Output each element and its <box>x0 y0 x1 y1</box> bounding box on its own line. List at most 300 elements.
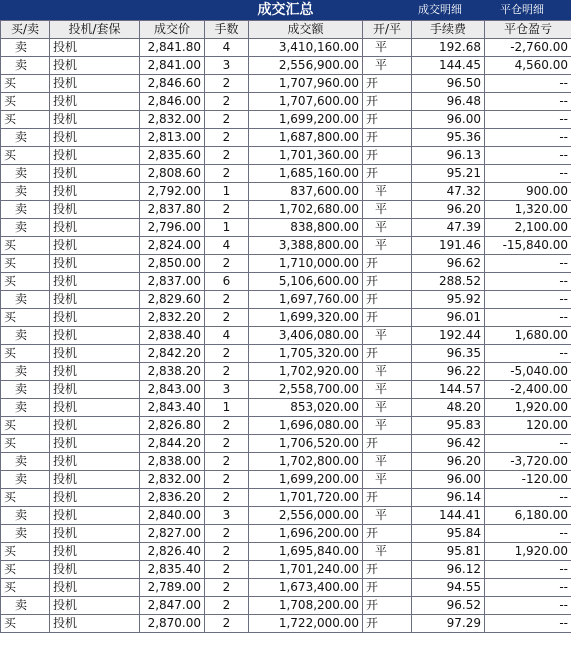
open-close-cell: 开 <box>363 309 412 327</box>
fee-cell: 96.00 <box>412 111 485 129</box>
side-cell: 买 <box>1 579 50 597</box>
table-header-row <box>1 21 571 39</box>
quantity-cell: 1 <box>205 219 249 237</box>
price-cell: 2,837.80 <box>140 201 205 219</box>
hedge-type-cell: 投机 <box>50 39 140 57</box>
hedge-type-cell: 投机 <box>50 255 140 273</box>
column-header-open-close[interactable]: 开/平 <box>363 21 412 39</box>
fee-cell: 95.21 <box>412 165 485 183</box>
side-cell: 买 <box>1 93 50 111</box>
side-cell: 卖 <box>1 399 50 417</box>
open-close-cell: 开 <box>363 615 412 633</box>
hedge-type-cell: 投机 <box>50 453 140 471</box>
table-row[interactable] <box>1 381 571 399</box>
table-row[interactable] <box>1 183 571 201</box>
quantity-cell: 2 <box>205 435 249 453</box>
close-pnl-cell: -- <box>485 111 571 129</box>
table-row[interactable] <box>1 147 571 165</box>
table-row[interactable] <box>1 291 571 309</box>
quantity-cell: 2 <box>205 615 249 633</box>
column-header-fee[interactable]: 手续费 <box>412 21 485 39</box>
price-cell: 2,838.20 <box>140 363 205 381</box>
price-cell: 2,850.00 <box>140 255 205 273</box>
price-cell: 2,824.00 <box>140 237 205 255</box>
tab-trade-detail[interactable]: 成交明细 <box>418 3 462 16</box>
open-close-cell: 开 <box>363 345 412 363</box>
quantity-cell: 2 <box>205 93 249 111</box>
hedge-type-cell: 投机 <box>50 165 140 183</box>
open-close-cell: 开 <box>363 579 412 597</box>
side-cell: 买 <box>1 273 50 291</box>
close-pnl-cell: 6,180.00 <box>485 507 571 525</box>
quantity-cell: 3 <box>205 381 249 399</box>
table-row[interactable] <box>1 129 571 147</box>
quantity-cell: 2 <box>205 309 249 327</box>
fee-cell: 95.92 <box>412 291 485 309</box>
fee-cell: 47.32 <box>412 183 485 201</box>
price-cell: 2,841.00 <box>140 57 205 75</box>
fee-cell: 94.55 <box>412 579 485 597</box>
side-cell: 买 <box>1 147 50 165</box>
hedge-type-cell: 投机 <box>50 327 140 345</box>
close-pnl-cell: 4,560.00 <box>485 57 571 75</box>
amount-cell: 1,695,840.00 <box>249 543 363 561</box>
hedge-type-cell: 投机 <box>50 363 140 381</box>
close-pnl-cell: -15,840.00 <box>485 237 571 255</box>
close-pnl-cell: -- <box>485 597 571 615</box>
quantity-cell: 2 <box>205 129 249 147</box>
quantity-cell: 3 <box>205 507 249 525</box>
hedge-type-cell: 投机 <box>50 507 140 525</box>
side-cell: 买 <box>1 255 50 273</box>
table-row[interactable] <box>1 525 571 543</box>
close-pnl-cell: 900.00 <box>485 183 571 201</box>
table-row[interactable] <box>1 543 571 561</box>
table-row[interactable] <box>1 309 571 327</box>
amount-cell: 1,685,160.00 <box>249 165 363 183</box>
quantity-cell: 2 <box>205 111 249 129</box>
fee-cell: 96.52 <box>412 597 485 615</box>
open-close-cell: 开 <box>363 291 412 309</box>
close-pnl-cell: -- <box>485 165 571 183</box>
fee-cell: 96.13 <box>412 147 485 165</box>
amount-cell: 2,558,700.00 <box>249 381 363 399</box>
tab-close-position-detail[interactable]: 平仓明细 <box>500 3 544 16</box>
table-row[interactable] <box>1 489 571 507</box>
open-close-cell: 平 <box>363 507 412 525</box>
open-close-cell: 平 <box>363 183 412 201</box>
side-cell: 卖 <box>1 291 50 309</box>
column-header-quantity[interactable]: 手数 <box>205 21 249 39</box>
fee-cell: 96.50 <box>412 75 485 93</box>
side-cell: 卖 <box>1 453 50 471</box>
hedge-type-cell: 投机 <box>50 435 140 453</box>
price-cell: 2,835.60 <box>140 147 205 165</box>
price-cell: 2,870.00 <box>140 615 205 633</box>
close-pnl-cell: -- <box>485 435 571 453</box>
close-pnl-cell: -- <box>485 273 571 291</box>
table-row[interactable] <box>1 453 571 471</box>
side-cell: 买 <box>1 615 50 633</box>
price-cell: 2,827.00 <box>140 525 205 543</box>
fee-cell: 97.29 <box>412 615 485 633</box>
open-close-cell: 开 <box>363 525 412 543</box>
fee-cell: 96.01 <box>412 309 485 327</box>
hedge-type-cell: 投机 <box>50 273 140 291</box>
open-close-cell: 开 <box>363 435 412 453</box>
close-pnl-cell: -- <box>485 615 571 633</box>
open-close-cell: 开 <box>363 111 412 129</box>
close-pnl-cell: -3,720.00 <box>485 453 571 471</box>
amount-cell: 1,706,520.00 <box>249 435 363 453</box>
price-cell: 2,835.40 <box>140 561 205 579</box>
column-header-side[interactable]: 买/卖 <box>1 21 50 39</box>
side-cell: 买 <box>1 75 50 93</box>
side-cell: 买 <box>1 345 50 363</box>
price-cell: 2,847.00 <box>140 597 205 615</box>
hedge-type-cell: 投机 <box>50 597 140 615</box>
quantity-cell: 2 <box>205 543 249 561</box>
quantity-cell: 2 <box>205 489 249 507</box>
table-row[interactable] <box>1 255 571 273</box>
open-close-cell: 平 <box>363 417 412 435</box>
amount-cell: 1,702,920.00 <box>249 363 363 381</box>
hedge-type-cell: 投机 <box>50 471 140 489</box>
amount-cell: 1,708,200.00 <box>249 597 363 615</box>
open-close-cell: 开 <box>363 273 412 291</box>
fee-cell: 95.36 <box>412 129 485 147</box>
table-row[interactable] <box>1 111 571 129</box>
amount-cell: 1,702,680.00 <box>249 201 363 219</box>
fee-cell: 95.81 <box>412 543 485 561</box>
hedge-type-cell: 投机 <box>50 201 140 219</box>
side-cell: 买 <box>1 489 50 507</box>
price-cell: 2,844.20 <box>140 435 205 453</box>
side-cell: 卖 <box>1 219 50 237</box>
open-close-cell: 开 <box>363 489 412 507</box>
side-cell: 卖 <box>1 471 50 489</box>
side-cell: 卖 <box>1 507 50 525</box>
close-pnl-cell: -- <box>485 525 571 543</box>
side-cell: 卖 <box>1 57 50 75</box>
side-cell: 卖 <box>1 129 50 147</box>
fee-cell: 96.35 <box>412 345 485 363</box>
close-pnl-cell: 120.00 <box>485 417 571 435</box>
quantity-cell: 2 <box>205 561 249 579</box>
amount-cell: 1,696,080.00 <box>249 417 363 435</box>
quantity-cell: 2 <box>205 579 249 597</box>
close-pnl-cell: -- <box>485 579 571 597</box>
hedge-type-cell: 投机 <box>50 543 140 561</box>
table-row[interactable] <box>1 615 571 633</box>
hedge-type-cell: 投机 <box>50 399 140 417</box>
fee-cell: 96.00 <box>412 471 485 489</box>
amount-cell: 1,696,200.00 <box>249 525 363 543</box>
close-pnl-cell: 1,320.00 <box>485 201 571 219</box>
amount-cell: 1,707,960.00 <box>249 75 363 93</box>
quantity-cell: 2 <box>205 147 249 165</box>
hedge-type-cell: 投机 <box>50 111 140 129</box>
quantity-cell: 4 <box>205 237 249 255</box>
amount-cell: 1,707,600.00 <box>249 93 363 111</box>
quantity-cell: 2 <box>205 471 249 489</box>
table-row[interactable] <box>1 417 571 435</box>
side-cell: 买 <box>1 543 50 561</box>
open-close-cell: 平 <box>363 237 412 255</box>
title-bar <box>0 0 571 20</box>
table-row[interactable] <box>1 561 571 579</box>
price-cell: 2,813.00 <box>140 129 205 147</box>
table-row[interactable] <box>1 363 571 381</box>
quantity-cell: 2 <box>205 417 249 435</box>
amount-cell: 1,673,400.00 <box>249 579 363 597</box>
side-cell: 卖 <box>1 39 50 57</box>
close-pnl-cell: -- <box>485 93 571 111</box>
price-cell: 2,832.20 <box>140 309 205 327</box>
amount-cell: 1,705,320.00 <box>249 345 363 363</box>
table-row[interactable] <box>1 237 571 255</box>
hedge-type-cell: 投机 <box>50 615 140 633</box>
table-row[interactable] <box>1 507 571 525</box>
close-pnl-cell: -- <box>485 129 571 147</box>
fee-cell: 96.62 <box>412 255 485 273</box>
quantity-cell: 1 <box>205 399 249 417</box>
open-close-cell: 开 <box>363 129 412 147</box>
hedge-type-cell: 投机 <box>50 237 140 255</box>
table-row[interactable] <box>1 57 571 75</box>
quantity-cell: 2 <box>205 165 249 183</box>
hedge-type-cell: 投机 <box>50 129 140 147</box>
fee-cell: 95.83 <box>412 417 485 435</box>
quantity-cell: 2 <box>205 453 249 471</box>
hedge-type-cell: 投机 <box>50 147 140 165</box>
quantity-cell: 6 <box>205 273 249 291</box>
quantity-cell: 2 <box>205 597 249 615</box>
amount-cell: 1,710,000.00 <box>249 255 363 273</box>
table-row[interactable] <box>1 435 571 453</box>
open-close-cell: 平 <box>363 201 412 219</box>
close-pnl-cell: -5,040.00 <box>485 363 571 381</box>
amount-cell: 1,699,200.00 <box>249 471 363 489</box>
quantity-cell: 2 <box>205 363 249 381</box>
hedge-type-cell: 投机 <box>50 183 140 201</box>
price-cell: 2,842.20 <box>140 345 205 363</box>
open-close-cell: 开 <box>363 75 412 93</box>
fee-cell: 96.48 <box>412 93 485 111</box>
open-close-cell: 平 <box>363 57 412 75</box>
table-row[interactable] <box>1 597 571 615</box>
price-cell: 2,846.60 <box>140 75 205 93</box>
quantity-cell: 1 <box>205 183 249 201</box>
price-cell: 2,792.00 <box>140 183 205 201</box>
amount-cell: 3,388,800.00 <box>249 237 363 255</box>
price-cell: 2,838.00 <box>140 453 205 471</box>
close-pnl-cell: -- <box>485 345 571 363</box>
table-row[interactable] <box>1 165 571 183</box>
side-cell: 买 <box>1 435 50 453</box>
amount-cell: 1,701,360.00 <box>249 147 363 165</box>
hedge-type-cell: 投机 <box>50 309 140 327</box>
close-pnl-cell: -- <box>485 75 571 93</box>
table-row[interactable] <box>1 219 571 237</box>
quantity-cell: 3 <box>205 57 249 75</box>
side-cell: 卖 <box>1 327 50 345</box>
fee-cell: 95.84 <box>412 525 485 543</box>
hedge-type-cell: 投机 <box>50 525 140 543</box>
close-pnl-cell: -- <box>485 291 571 309</box>
amount-cell: 838,800.00 <box>249 219 363 237</box>
side-cell: 卖 <box>1 165 50 183</box>
table-row[interactable] <box>1 399 571 417</box>
fee-cell: 96.22 <box>412 363 485 381</box>
fee-cell: 96.12 <box>412 561 485 579</box>
quantity-cell: 2 <box>205 75 249 93</box>
price-cell: 2,789.00 <box>140 579 205 597</box>
fee-cell: 96.20 <box>412 453 485 471</box>
price-cell: 2,832.00 <box>140 471 205 489</box>
price-cell: 2,836.20 <box>140 489 205 507</box>
quantity-cell: 2 <box>205 525 249 543</box>
close-pnl-cell: 1,920.00 <box>485 399 571 417</box>
table-row[interactable] <box>1 75 571 93</box>
column-header-amount[interactable]: 成交额 <box>249 21 363 39</box>
panel-title: 成交汇总 <box>257 2 314 18</box>
side-cell: 买 <box>1 417 50 435</box>
side-cell: 买 <box>1 237 50 255</box>
hedge-type-cell: 投机 <box>50 345 140 363</box>
table-row[interactable] <box>1 273 571 291</box>
price-cell: 2,829.60 <box>140 291 205 309</box>
table-row[interactable] <box>1 93 571 111</box>
hedge-type-cell: 投机 <box>50 219 140 237</box>
hedge-type-cell: 投机 <box>50 75 140 93</box>
amount-cell: 3,410,160.00 <box>249 39 363 57</box>
side-cell: 卖 <box>1 525 50 543</box>
amount-cell: 853,020.00 <box>249 399 363 417</box>
fee-cell: 48.20 <box>412 399 485 417</box>
side-cell: 买 <box>1 561 50 579</box>
table-row[interactable] <box>1 201 571 219</box>
price-cell: 2,846.00 <box>140 93 205 111</box>
hedge-type-cell: 投机 <box>50 93 140 111</box>
quantity-cell: 2 <box>205 345 249 363</box>
open-close-cell: 开 <box>363 255 412 273</box>
price-cell: 2,843.40 <box>140 399 205 417</box>
amount-cell: 1,699,200.00 <box>249 111 363 129</box>
quantity-cell: 2 <box>205 291 249 309</box>
close-pnl-cell: -120.00 <box>485 471 571 489</box>
close-pnl-cell: 2,100.00 <box>485 219 571 237</box>
hedge-type-cell: 投机 <box>50 381 140 399</box>
price-cell: 2,843.00 <box>140 381 205 399</box>
close-pnl-cell: 1,920.00 <box>485 543 571 561</box>
open-close-cell: 平 <box>363 453 412 471</box>
close-pnl-cell: 1,680.00 <box>485 327 571 345</box>
table-row[interactable] <box>1 327 571 345</box>
fee-cell: 191.46 <box>412 237 485 255</box>
hedge-type-cell: 投机 <box>50 489 140 507</box>
quantity-cell: 2 <box>205 255 249 273</box>
open-close-cell: 开 <box>363 147 412 165</box>
close-pnl-cell: -- <box>485 309 571 327</box>
price-cell: 2,841.80 <box>140 39 205 57</box>
amount-cell: 1,701,240.00 <box>249 561 363 579</box>
price-cell: 2,840.00 <box>140 507 205 525</box>
open-close-cell: 平 <box>363 363 412 381</box>
close-pnl-cell: -2,760.00 <box>485 39 571 57</box>
column-header-close-pnl[interactable]: 平仓盈亏 <box>485 21 571 39</box>
table-row[interactable] <box>1 345 571 363</box>
amount-cell: 1,697,760.00 <box>249 291 363 309</box>
open-close-cell: 开 <box>363 93 412 111</box>
fee-cell: 144.45 <box>412 57 485 75</box>
price-cell: 2,837.00 <box>140 273 205 291</box>
open-close-cell: 平 <box>363 543 412 561</box>
amount-cell: 2,556,900.00 <box>249 57 363 75</box>
quantity-cell: 2 <box>205 201 249 219</box>
price-cell: 2,838.40 <box>140 327 205 345</box>
amount-cell: 1,699,320.00 <box>249 309 363 327</box>
quantity-cell: 4 <box>205 39 249 57</box>
fee-cell: 96.14 <box>412 489 485 507</box>
price-cell: 2,808.60 <box>140 165 205 183</box>
table-row[interactable] <box>1 471 571 489</box>
price-cell: 2,826.80 <box>140 417 205 435</box>
side-cell: 卖 <box>1 381 50 399</box>
close-pnl-cell: -- <box>485 255 571 273</box>
side-cell: 卖 <box>1 183 50 201</box>
close-pnl-cell: -- <box>485 489 571 507</box>
fee-cell: 96.20 <box>412 201 485 219</box>
close-pnl-cell: -- <box>485 561 571 579</box>
hedge-type-cell: 投机 <box>50 57 140 75</box>
table-body <box>1 39 571 633</box>
price-cell: 2,796.00 <box>140 219 205 237</box>
close-pnl-cell: -- <box>485 147 571 165</box>
amount-cell: 1,722,000.00 <box>249 615 363 633</box>
trade-table <box>0 20 571 633</box>
fee-cell: 144.41 <box>412 507 485 525</box>
fee-cell: 192.44 <box>412 327 485 345</box>
open-close-cell: 平 <box>363 219 412 237</box>
open-close-cell: 开 <box>363 165 412 183</box>
open-close-cell: 平 <box>363 327 412 345</box>
fee-cell: 96.42 <box>412 435 485 453</box>
open-close-cell: 平 <box>363 399 412 417</box>
table-row[interactable] <box>1 579 571 597</box>
open-close-cell: 开 <box>363 597 412 615</box>
amount-cell: 3,406,080.00 <box>249 327 363 345</box>
amount-cell: 837,600.00 <box>249 183 363 201</box>
hedge-type-cell: 投机 <box>50 417 140 435</box>
hedge-type-cell: 投机 <box>50 291 140 309</box>
open-close-cell: 平 <box>363 39 412 57</box>
side-cell: 卖 <box>1 201 50 219</box>
hedge-type-cell: 投机 <box>50 561 140 579</box>
side-cell: 卖 <box>1 363 50 381</box>
amount-cell: 1,702,800.00 <box>249 453 363 471</box>
column-header-price[interactable]: 成交价 <box>140 21 205 39</box>
close-pnl-cell: -2,400.00 <box>485 381 571 399</box>
amount-cell: 5,106,600.00 <box>249 273 363 291</box>
hedge-type-cell: 投机 <box>50 579 140 597</box>
side-cell: 买 <box>1 309 50 327</box>
table-row[interactable] <box>1 39 571 57</box>
side-cell: 卖 <box>1 597 50 615</box>
fee-cell: 288.52 <box>412 273 485 291</box>
open-close-cell: 平 <box>363 381 412 399</box>
column-header-hedge-type[interactable]: 投机/套保 <box>50 21 140 39</box>
